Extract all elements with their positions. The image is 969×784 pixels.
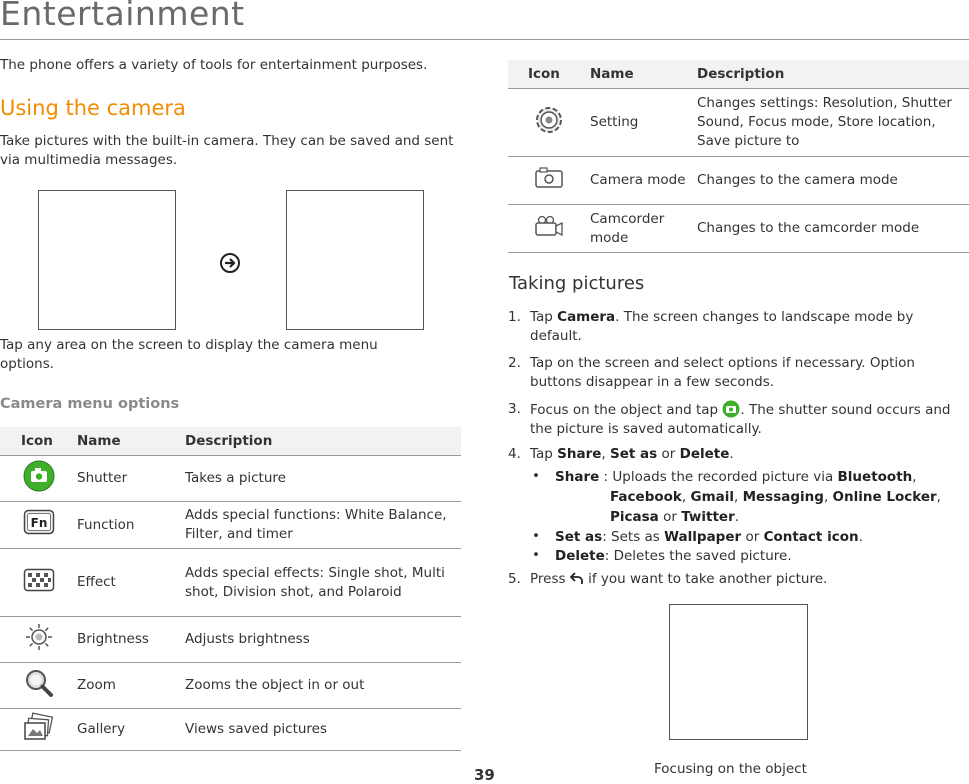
intro-text: The phone offers a variety of tools for entertainment purposes. (0, 57, 428, 73)
table-header (0, 427, 461, 456)
row-name: Gallery (77, 709, 185, 751)
row-name: Shutter (77, 456, 185, 502)
bullet-setas: Set as: Sets as Wallpaper or Contact icon. (555, 529, 863, 545)
taking-heading: Taking pictures (509, 273, 645, 294)
row-desc: Changes to the camcorder mode (697, 205, 969, 253)
figure-caption: Focusing on the object (654, 761, 807, 777)
col-icon: Icon (508, 60, 590, 89)
row-desc: Changes to the camera mode (697, 157, 969, 205)
camera-desc: Take pictures with the built-in camera. They can be saved and sent via multimedia messages. (0, 133, 454, 168)
col-icon: Icon (0, 427, 77, 456)
row-name: Camera mode (590, 157, 697, 205)
shutter-icon (722, 400, 740, 418)
row-desc: Takes a picture (185, 456, 461, 502)
screen-frame-before (38, 190, 176, 330)
row-desc: Adjusts brightness (185, 617, 461, 663)
bullet-share-cont2: Picasa or Twitter. (610, 509, 740, 525)
bullet-marker: • (532, 528, 540, 544)
svg-text:Fn: Fn (30, 516, 47, 530)
table-row (0, 549, 461, 617)
row-name: Function (77, 502, 185, 549)
steps-list: 1. Tap Camera. The screen changes to landscape mode by default. 2. Tap on the screen and select options if necessary. Option buttons disappear in a few seconds. 3. Focus on the object and tap . The shutter sound occurs and the picture is saved automatically. 4. Tap Share, Set as or Delete. • Share : Uploads the recorded picture via Bluetooth, Facebook, Gmail, Messaging, Online Locker, Picasa or Twitter. • Set as: Sets as Wallpaper or Contact icon. • Delete: Deletes the saved picture. 5. Press if you want to take another picture. (508, 0, 969, 783)
bullet-marker: • (532, 468, 540, 484)
bullet-share-cont: Facebook, Gmail, Messaging, Online Locker, (610, 489, 941, 505)
bullet-share: Share : Uploads the recorded picture via Bluetooth, (555, 469, 917, 485)
row-name: Effect (77, 549, 185, 617)
table-row (0, 456, 461, 502)
tap-instruction: Tap any area on the screen to display the camera menu options. (0, 337, 378, 372)
row-name: Camcorder mode (590, 205, 697, 253)
row-name: Zoom (77, 663, 185, 709)
table-row (0, 502, 461, 549)
page-title: Entertainment (0, 0, 245, 33)
table-row (0, 617, 461, 663)
bullet-marker: • (532, 547, 540, 563)
focus-screen-frame (669, 604, 808, 740)
row-desc: Changes settings: Resolution, Shutter Sound, Focus mode, Store location, Save picture to (697, 89, 969, 157)
row-desc: Adds special effects: Single shot, Multi shot, Division shot, and Polaroid (185, 549, 461, 617)
bullet-delete: Delete: Deletes the saved picture. (555, 548, 792, 564)
page-number: 39 (474, 766, 495, 784)
back-icon (570, 571, 584, 585)
col-name: Name (77, 427, 185, 456)
zoom-icon (24, 668, 54, 698)
row-name: Brightness (77, 617, 185, 663)
row-desc: Views saved pictures (185, 709, 461, 751)
row-desc: Zooms the object in or out (185, 663, 461, 709)
col-description: Description (697, 60, 969, 89)
camera-menu-table (0, 427, 461, 751)
brightness-icon (24, 622, 54, 652)
table-row (0, 709, 461, 751)
table-row (0, 663, 461, 709)
arrow-right-circle-icon (219, 252, 241, 274)
shutter-icon (23, 460, 55, 492)
effect-icon (23, 568, 55, 592)
function-icon (23, 509, 55, 535)
row-name: Setting (590, 89, 697, 157)
menu-heading: Camera menu options (0, 396, 180, 412)
col-name: Name (590, 60, 697, 89)
col-description: Description (185, 427, 461, 456)
camera-heading: Using the camera (0, 96, 186, 120)
gallery-icon (23, 712, 55, 742)
row-desc: Adds special functions: White Balance, Filter, and timer (185, 502, 461, 549)
screen-frame-after (286, 190, 424, 330)
